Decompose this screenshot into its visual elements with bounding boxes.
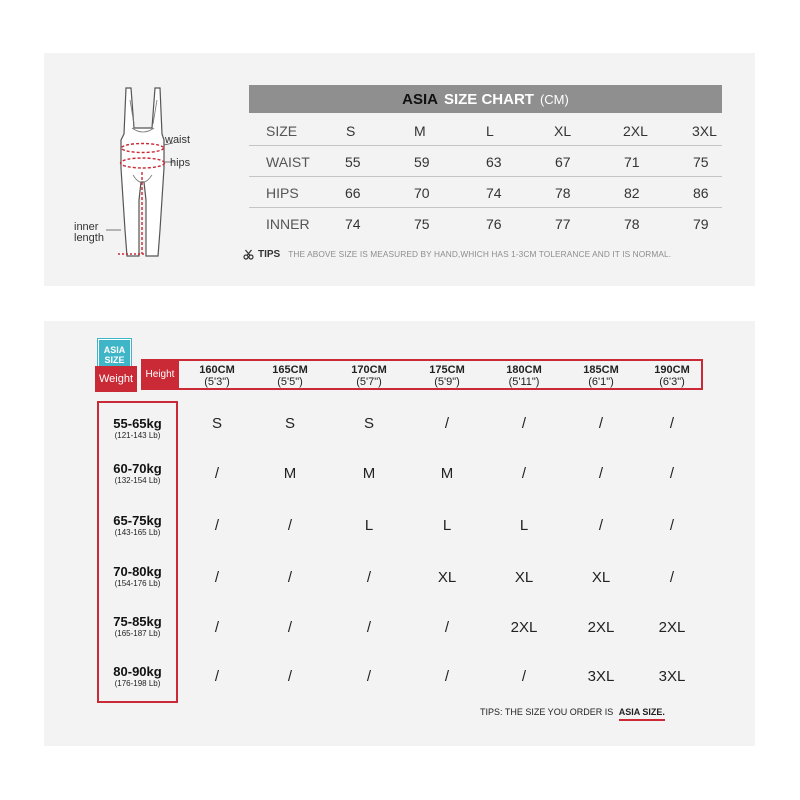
weight-lb: (143-165 Lb) [114, 528, 161, 537]
fit-cell: / [444, 415, 450, 432]
fit-cell: / [214, 517, 220, 534]
row-label: WAIST [266, 154, 310, 170]
fit-cell: / [287, 569, 293, 586]
weight-lb: (154-176 Lb) [114, 579, 161, 588]
fit-cell: / [598, 415, 604, 432]
size-chart-row-hips [249, 177, 722, 208]
fit-cell: / [669, 415, 675, 432]
weight-row-label [97, 513, 178, 538]
size-chart-unit: (CM) [539, 91, 569, 107]
cell: 79 [693, 216, 709, 232]
fit-cell: S [284, 415, 295, 432]
cell: 86 [693, 185, 709, 201]
height-cm: 175CM [429, 364, 465, 376]
height-ft: (5'5") [277, 376, 303, 388]
fit-cell: XL [591, 569, 611, 586]
size-chart-title-accent: ASIA [402, 90, 438, 108]
height-ft: (5'7") [356, 376, 382, 388]
order-note-accent: ASIA SIZE. [619, 707, 665, 721]
measurement-tips [243, 248, 671, 260]
height-header [252, 364, 328, 388]
badge-line1: ASIA [103, 345, 126, 355]
height-header [486, 364, 562, 388]
inner-length-label-line1: inner [74, 221, 99, 233]
fit-cell: / [366, 668, 372, 685]
fit-cell: L [442, 517, 452, 534]
weight-row-label [97, 664, 178, 689]
weight-row-label [97, 416, 178, 441]
cell: 75 [693, 154, 709, 170]
weight-lb: (132-154 Lb) [114, 476, 161, 485]
size-chart-row-size [249, 115, 722, 146]
fit-cell: / [287, 668, 293, 685]
waist-figure-label: waist [165, 134, 191, 146]
weight-lb: (176-198 Lb) [114, 679, 161, 688]
cell: XL [554, 123, 572, 139]
height-cm: 170CM [351, 364, 387, 376]
height-header [409, 364, 485, 388]
weight-kg: 60-70kg [113, 461, 162, 476]
cell: 55 [345, 154, 361, 170]
cell: 67 [555, 154, 571, 170]
fit-cell: / [521, 415, 527, 432]
height-ft: (5'3") [204, 376, 230, 388]
scissors-icon [243, 249, 254, 260]
weight-row-label [97, 461, 178, 486]
weight-lb: (165-187 Lb) [114, 629, 161, 638]
fit-cell: / [444, 619, 450, 636]
cell: 2XL [623, 123, 648, 139]
cell: 3XL [692, 123, 717, 139]
order-note-text: TIPS: THE SIZE YOU ORDER IS [480, 707, 614, 717]
weight-row-label [97, 614, 178, 639]
weight-kg: 75-85kg [113, 614, 162, 629]
height-ft: (5'9") [434, 376, 460, 388]
fit-cell: / [214, 569, 220, 586]
fit-cell: L [519, 517, 529, 534]
height-cm: 190CM [654, 364, 690, 376]
weight-kg: 70-80kg [113, 564, 162, 579]
size-chart-header [249, 85, 722, 113]
fit-cell: / [669, 517, 675, 534]
tips-text: THE ABOVE SIZE IS MEASURED BY HAND,WHICH HAS 1-3CM TOLERANCE AND IT IS NORMAL. [288, 249, 672, 259]
fit-cell: S [211, 415, 222, 432]
weight-kg: 55-65kg [113, 416, 162, 431]
height-ft: (5'11") [508, 376, 540, 388]
weight-column-frame [97, 401, 178, 703]
height-cm: 160CM [199, 364, 235, 376]
fit-cell: / [287, 517, 293, 534]
fit-cell: / [214, 465, 220, 482]
height-header [331, 364, 407, 388]
row-label: SIZE [266, 123, 298, 139]
fit-cell: 2XL [587, 619, 615, 636]
height-header [179, 364, 255, 388]
weight-lb: (121-143 Lb) [114, 431, 161, 440]
cell: L [486, 123, 494, 139]
height-cm: 185CM [583, 364, 619, 376]
cell: 74 [486, 185, 502, 201]
cell: 59 [414, 154, 430, 170]
fit-cell: / [366, 619, 372, 636]
size-chart-title: SIZE CHART [443, 90, 534, 108]
cell: 70 [414, 185, 430, 201]
fit-cell: / [521, 465, 527, 482]
inner-length-label-line2: length [74, 232, 104, 244]
height-ft: (6'3") [659, 376, 685, 388]
weight-axis-label: Weight [95, 366, 137, 392]
fit-cell: / [521, 668, 527, 685]
fit-cell: 2XL [510, 619, 538, 636]
fit-cell: / [366, 569, 372, 586]
height-header [563, 364, 639, 388]
fit-cell: 3XL [587, 668, 615, 685]
cell: 76 [486, 216, 502, 232]
order-size-note [480, 707, 665, 717]
fit-cell: 3XL [658, 668, 686, 685]
row-label: INNER [266, 216, 310, 232]
fit-cell: M [283, 465, 297, 482]
tips-label: TIPS [258, 248, 281, 260]
weight-kg: 65-75kg [113, 513, 162, 528]
weight-kg: 80-90kg [113, 664, 162, 679]
height-cm: 165CM [272, 364, 308, 376]
size-chart-row-waist [249, 146, 722, 177]
cell: 75 [414, 216, 430, 232]
fit-cell: XL [437, 569, 457, 586]
fit-cell: / [598, 465, 604, 482]
fit-cell: XL [514, 569, 534, 586]
fit-cell: / [287, 619, 293, 636]
fit-cell: / [598, 517, 604, 534]
fit-cell: / [214, 668, 220, 685]
fit-cell: M [362, 465, 376, 482]
height-header [634, 364, 710, 388]
height-cm: 180CM [506, 364, 542, 376]
cell: 71 [624, 154, 640, 170]
fit-cell: S [363, 415, 374, 432]
cell: 78 [624, 216, 640, 232]
fit-cell: / [444, 668, 450, 685]
cell: 77 [555, 216, 571, 232]
fit-cell: L [364, 517, 374, 534]
cell: 74 [345, 216, 361, 232]
size-chart-row-inner [249, 208, 722, 239]
cell: S [346, 123, 356, 139]
cell: 78 [555, 185, 571, 201]
cell: M [414, 123, 426, 139]
hips-figure-label: hips [170, 157, 191, 169]
cell: 82 [624, 185, 640, 201]
row-label: HIPS [266, 185, 299, 201]
fit-cell: / [669, 569, 675, 586]
fit-cell: / [214, 619, 220, 636]
weight-row-label [97, 564, 178, 589]
fit-cell: M [440, 465, 454, 482]
height-ft: (6'1") [588, 376, 614, 388]
fit-cell: 2XL [658, 619, 686, 636]
height-axis-label: Height [141, 359, 179, 390]
badge-line2: SIZE [104, 355, 125, 365]
fit-cell: / [669, 465, 675, 482]
cell: 66 [345, 185, 361, 201]
cell: 63 [486, 154, 502, 170]
